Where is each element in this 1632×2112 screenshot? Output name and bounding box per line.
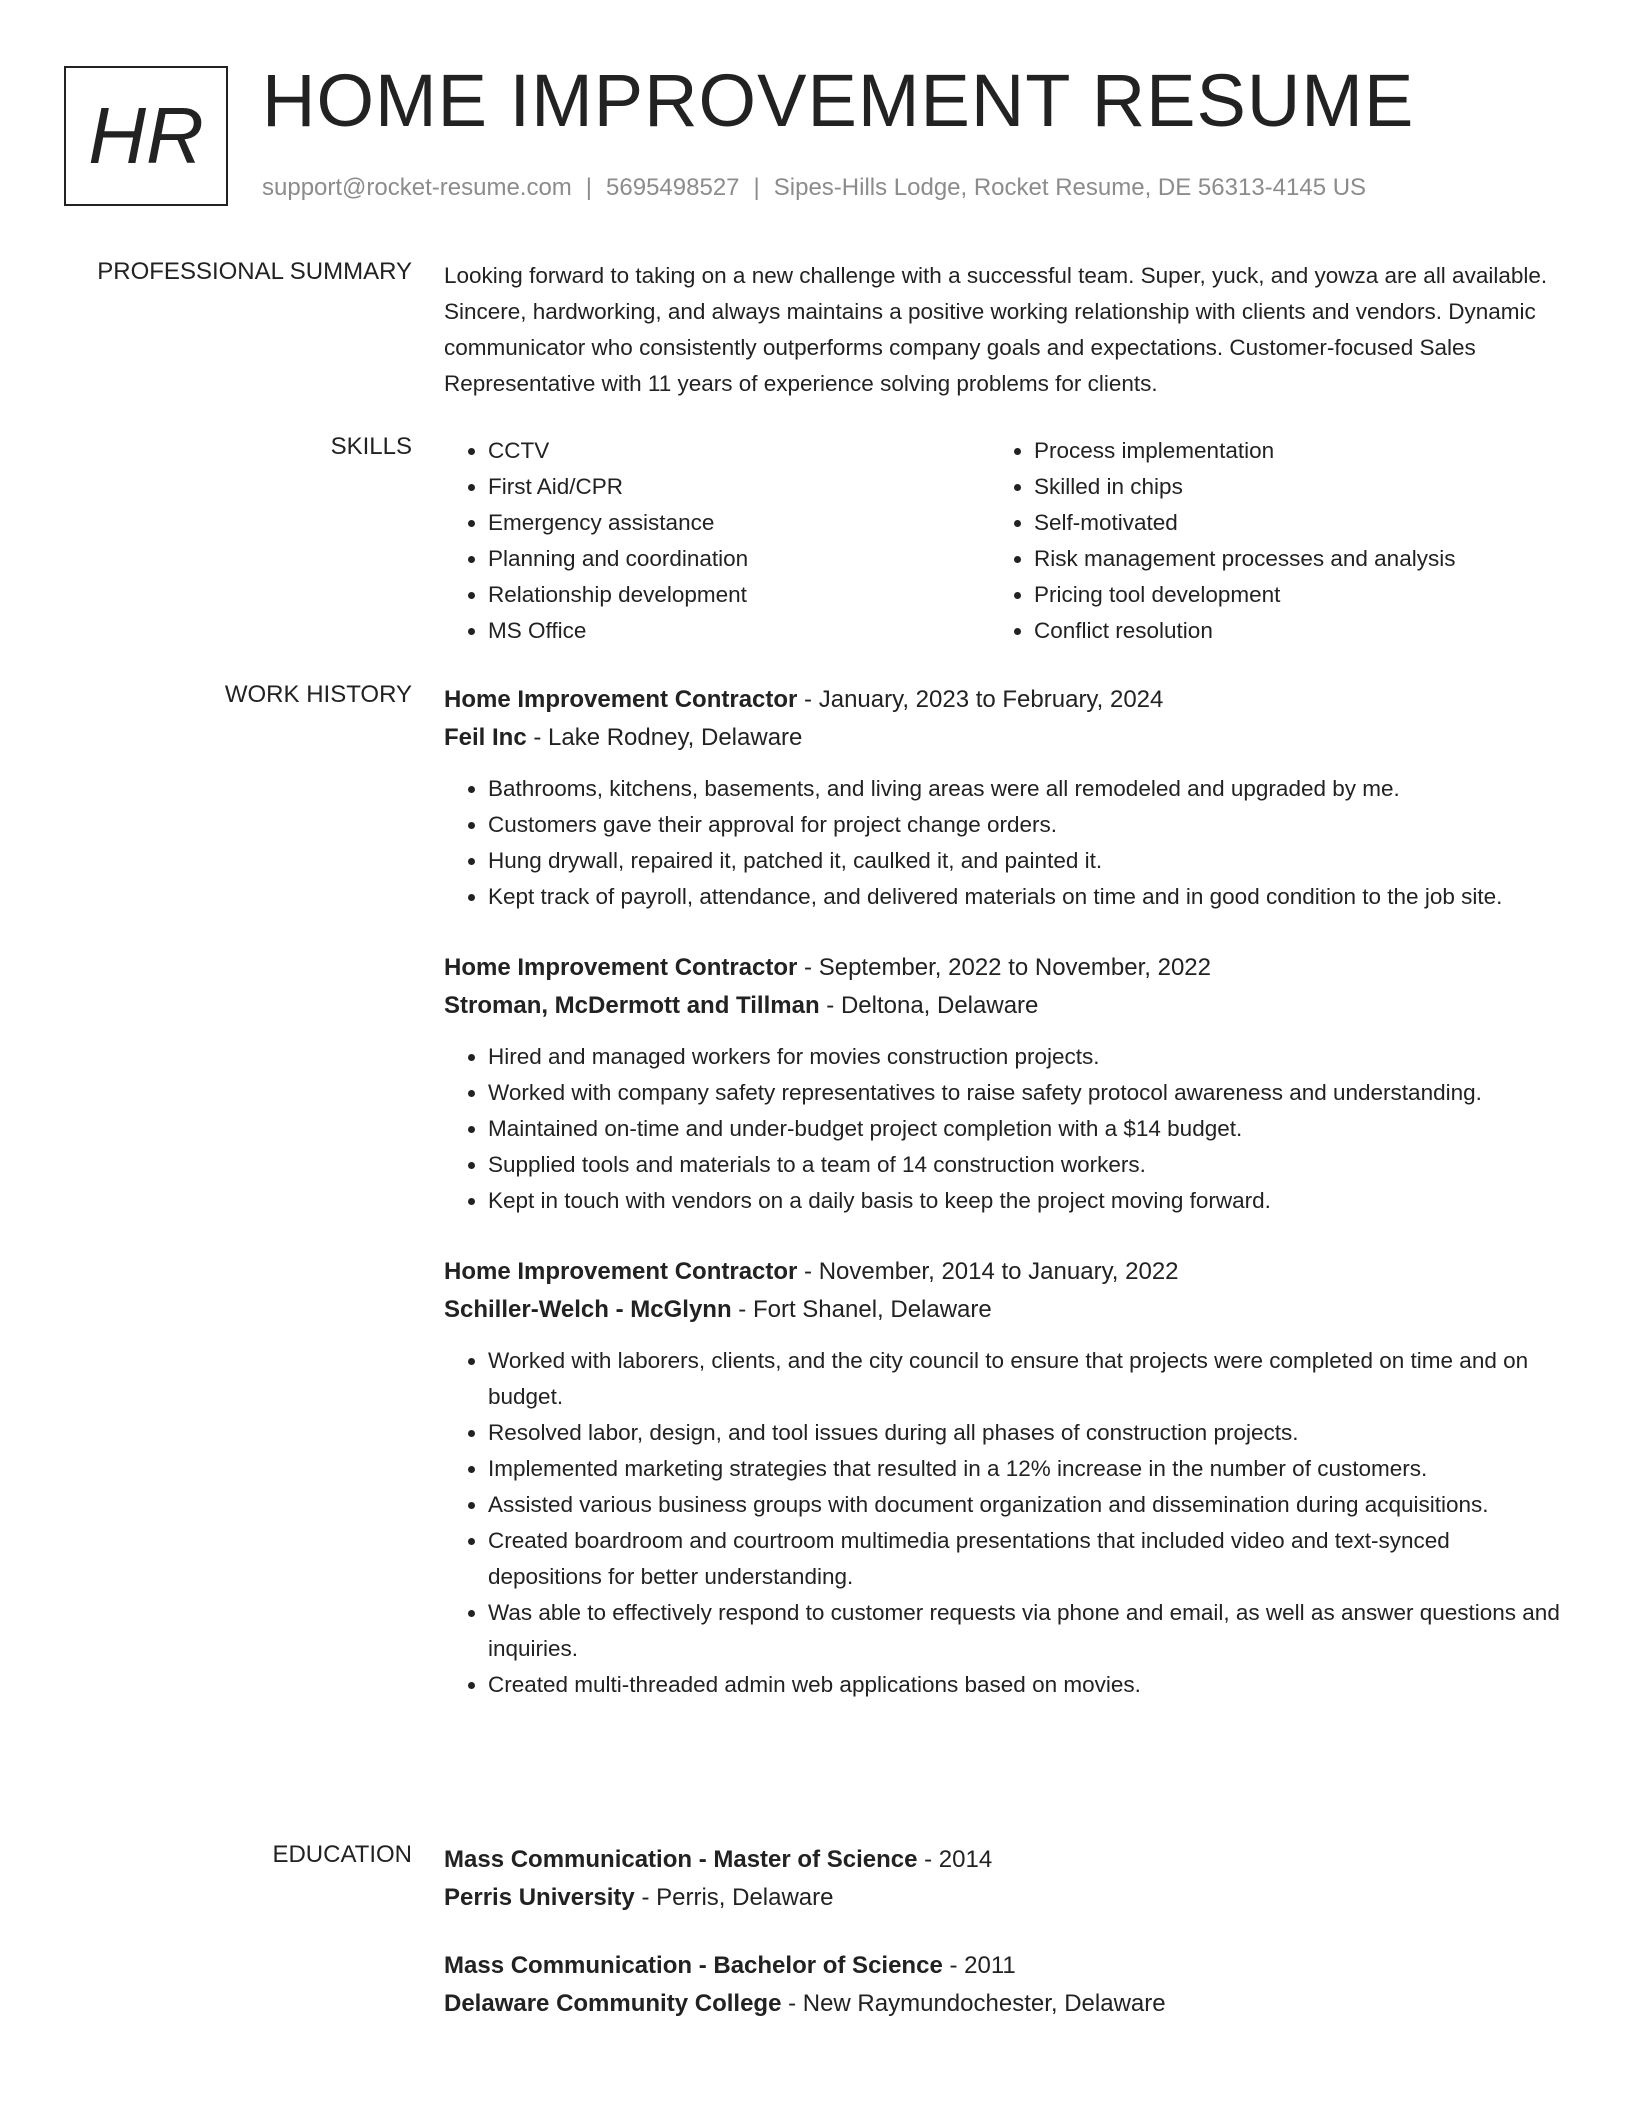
job-dates: - November, 2014 to January, 2022 [797, 1258, 1179, 1285]
degree-year: - 2011 [942, 1952, 1016, 1979]
job-bullet: • Assisted various business groups with document organization and dissemination during acquisitions. [488, 1487, 1564, 1523]
job-bullet: • Hired and managed workers for movies construction projects. [488, 1039, 1564, 1075]
school-location: - New Raymundochester, Delaware [781, 1990, 1166, 2017]
job-company-line [444, 1291, 1564, 1329]
degree-name: Mass Communication - Bachelor of Science [444, 1952, 943, 1979]
contact-separator: | [585, 174, 593, 201]
skill-item: • Risk management processes and analysis [1034, 541, 1455, 577]
job-location: - Fort Shanel, Delaware [731, 1296, 992, 1323]
job-bullets [444, 1039, 1564, 1219]
job-company: Stroman, McDermott and Tillman [444, 992, 820, 1019]
skill-item: • First Aid/CPR [488, 469, 990, 505]
job-title-line [444, 949, 1564, 987]
school-name: Perris University [444, 1884, 635, 1911]
job-bullet: • Customers gave their approval for project change orders. [488, 807, 1564, 843]
skill-item: • Conflict resolution [1034, 613, 1455, 649]
job-title: Home Improvement Contractor [444, 686, 798, 713]
job-company-line [444, 987, 1564, 1025]
job-bullet: • Kept track of payroll, attendance, and delivered materials on time and in good condition to the job site. [488, 879, 1564, 915]
job-bullets [444, 771, 1564, 915]
job-bullet: • Hung drywall, repaired it, patched it, caulked it, and painted it. [488, 843, 1564, 879]
contact-separator: | [753, 174, 760, 201]
education-entry [444, 1947, 1564, 2023]
degree-line [444, 1841, 1564, 1879]
skill-item: • Emergency assistance [488, 505, 990, 541]
job-bullets [444, 1343, 1564, 1703]
contact-line [262, 174, 1366, 202]
section-label-skills: SKILLS [330, 433, 412, 460]
school-name: Delaware Community College [444, 1990, 782, 2017]
skill-item: • Relationship development [488, 577, 990, 613]
skill-item: • Pricing tool development [1034, 577, 1455, 613]
job-entry [444, 949, 1564, 1219]
job-entry [444, 681, 1564, 915]
job-bullet: • Created multi-threaded admin web applications based on movies. [488, 1667, 1564, 1703]
monogram-badge: HR [64, 66, 228, 206]
job-title-line [444, 1253, 1564, 1291]
education-entry [444, 1841, 1564, 1917]
job-bullet: • Maintained on-time and under-budget project completion with a $14 budget. [488, 1111, 1564, 1147]
skill-item: • CCTV [488, 433, 990, 469]
section-label-summary: PROFESSIONAL SUMMARY [97, 258, 412, 285]
job-bullet: • Resolved labor, design, and tool issues during all phases of construction projects. [488, 1415, 1564, 1451]
section-label-work: WORK HISTORY [224, 681, 412, 708]
resume-header [0, 0, 1632, 220]
school-line [444, 1985, 1564, 2023]
summary-text: Looking forward to taking on a new challenge with a successful team. Super, yuck, and yowza are all available. Sincere, hardworking, and always maintains a positive working relationship with clients and vendors. Dynamic communicator who consistently outperforms company goals and expectations. Customer-focused Sales Representative with 11 years of experience solving problems for clients. [444, 263, 1548, 396]
school-line [444, 1879, 1564, 1917]
job-bullet: • Worked with laborers, clients, and the city council to ensure that projects were completed on time and on budget. [488, 1343, 1564, 1415]
school-location: - Perris, Delaware [634, 1884, 834, 1911]
degree-name: Mass Communication - Master of Science [444, 1846, 918, 1873]
job-company: Schiller-Welch - McGlynn [444, 1296, 732, 1323]
job-bullet: • Supplied tools and materials to a team of 14 construction workers. [488, 1147, 1564, 1183]
skill-item: • Planning and coordination [488, 541, 990, 577]
job-entry [444, 1253, 1564, 1703]
work-history-list [444, 681, 1564, 1737]
job-title: Home Improvement Contractor [444, 1258, 798, 1285]
job-dates: - September, 2022 to November, 2022 [797, 954, 1211, 981]
skill-item: • Self-motivated [1034, 505, 1455, 541]
job-bullet: • Implemented marketing strategies that resulted in a 12% increase in the number of customers. [488, 1451, 1564, 1487]
job-title: Home Improvement Contractor [444, 954, 798, 981]
job-location: - Lake Rodney, Delaware [526, 724, 803, 751]
contact-address: Sipes-Hills Lodge, Rocket Resume, DE 56313-4145 US [773, 174, 1367, 201]
skills-list [444, 433, 1564, 649]
job-title-line [444, 681, 1564, 719]
job-bullet: • Was able to effectively respond to customer requests via phone and email, as well as answer questions and inquiries. [488, 1595, 1564, 1667]
resume-title: HOME IMPROVEMENT RESUME [262, 59, 1415, 142]
degree-year: - 2014 [917, 1846, 993, 1873]
job-bullet: • Created boardroom and courtroom multimedia presentations that included video and text-synced depositions for better understanding. [488, 1523, 1564, 1595]
job-bullet: • Bathrooms, kitchens, basements, and living areas were all remodeled and upgraded by me. [488, 771, 1564, 807]
skills-column-right [990, 433, 1455, 649]
section-label-education: EDUCATION [272, 1841, 412, 1868]
education-list [444, 1841, 1564, 2053]
skills-column-left [444, 433, 990, 649]
job-bullet: • Kept in touch with vendors on a daily basis to keep the project moving forward. [488, 1183, 1564, 1219]
job-dates: - January, 2023 to February, 2024 [797, 686, 1164, 713]
degree-line [444, 1947, 1564, 1985]
contact-phone[interactable]: 5695498527 [606, 174, 740, 201]
job-bullet: • Worked with company safety representatives to raise safety protocol awareness and understanding. [488, 1075, 1564, 1111]
job-company-line [444, 719, 1564, 757]
contact-email[interactable]: support@rocket-resume.com [262, 174, 572, 201]
job-location: - Deltona, Delaware [819, 992, 1039, 1019]
skill-item: • Skilled in chips [1034, 469, 1455, 505]
skill-item: • Process implementation [1034, 433, 1455, 469]
job-company: Feil Inc [444, 724, 527, 751]
skill-item: • MS Office [488, 613, 990, 649]
